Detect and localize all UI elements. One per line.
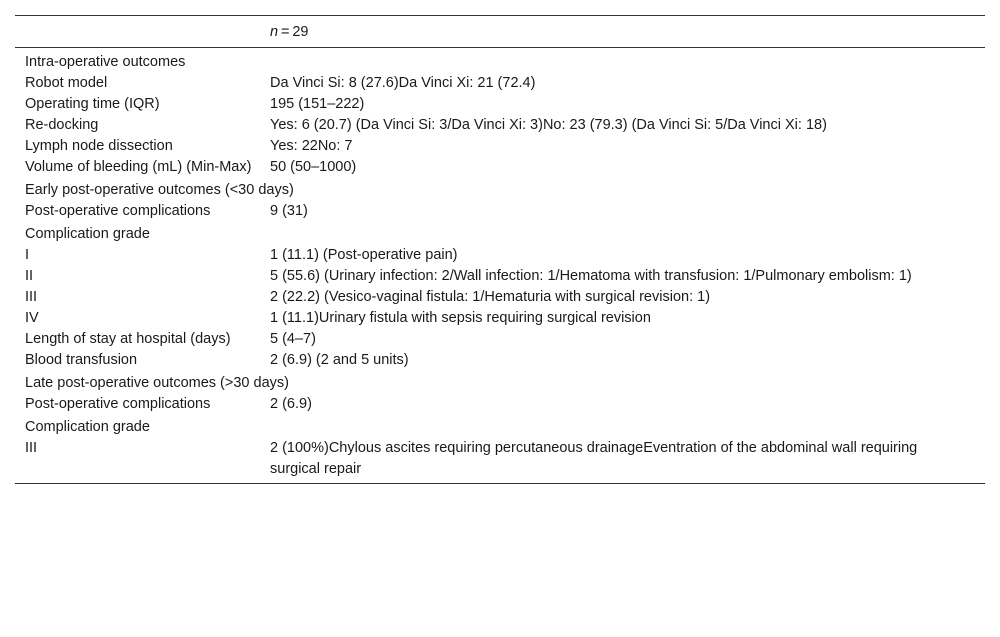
outcomes-table [15, 15, 985, 484]
table-row [15, 73, 985, 94]
row-value: 2 (6.9) [270, 396, 312, 412]
table-body [15, 48, 985, 483]
row-label: IV [25, 310, 39, 326]
row-label: Re-docking [25, 117, 99, 133]
table-row [15, 350, 985, 371]
row-label: III [25, 289, 38, 305]
row-value: 195 (151–222) [270, 96, 365, 112]
row-label: Operating time (IQR) [25, 96, 160, 112]
row-value: Da Vinci Si: 8 (27.6)Da Vinci Xi: 21 (72.4) [270, 75, 536, 91]
table-header [15, 16, 985, 48]
section-label: Complication grade [25, 419, 150, 435]
table-row [15, 394, 985, 415]
table-row [15, 136, 985, 157]
row-label: I [25, 247, 30, 263]
row-value: 1 (11.1) (Post-operative pain) [270, 247, 458, 263]
row-label: II [25, 268, 34, 284]
table-row [15, 245, 985, 266]
row-value: 5 (4–7) [270, 331, 316, 347]
row-label: Blood transfusion [25, 352, 138, 368]
sample-size [270, 24, 308, 40]
section-label: Complication grade [25, 226, 150, 242]
row-value: Yes: 22No: 7 [270, 138, 353, 154]
row-value: 2 (22.2) (Vesico-vaginal fistula: 1/Hematuria with surgical revision: 1) [270, 289, 711, 305]
section-label: Early post-operative outcomes (<30 days) [25, 182, 294, 198]
row-label: Length of stay at hospital (days) [25, 331, 231, 347]
table-row [15, 157, 985, 178]
row-value: 2 (6.9) (2 and 5 units) [270, 352, 409, 368]
row-value: 2 (100%)Chylous ascites requiring percutaneous drainageEventration of the abdominal wall requiring surgical repair [270, 440, 918, 477]
row-value: Yes: 6 (20.7) (Da Vinci Si: 3/Da Vinci Xi: 3)No: 23 (79.3) (Da Vinci Si: 5/Da Vinci Xi: 18) [270, 117, 827, 133]
row-label: Post-operative complications [25, 203, 211, 219]
row-label: Lymph node dissection [25, 138, 173, 154]
section-row [15, 50, 985, 73]
row-value: 5 (55.6) (Urinary infection: 2/Wall infection: 1/Hematoma with transfusion: 1/Pulmonary embolism: 1) [270, 268, 912, 284]
row-value: 1 (11.1)Urinary fistula with sepsis requiring surgical revision [270, 310, 651, 326]
table-row [15, 308, 985, 329]
table-row [15, 287, 985, 308]
section-label: Intra-operative outcomes [25, 54, 186, 70]
table-row [15, 266, 985, 287]
row-value: 9 (31) [270, 203, 308, 219]
row-label: III [25, 440, 38, 456]
section-label: Late post-operative outcomes (>30 days) [25, 375, 289, 391]
row-label: Robot model [25, 75, 108, 91]
table-row [15, 201, 985, 222]
section-row [15, 371, 985, 394]
n-value: = 29 [278, 24, 309, 40]
table-row [15, 438, 985, 480]
table-row [15, 115, 985, 136]
table-row [15, 94, 985, 115]
row-value: 50 (50–1000) [270, 159, 357, 175]
row-label: Volume of bleeding (mL) (Min-Max) [25, 159, 252, 175]
section-row [15, 415, 985, 438]
table-row [15, 329, 985, 350]
n-symbol: n [270, 24, 279, 40]
row-label: Post-operative complications [25, 396, 211, 412]
section-row [15, 178, 985, 201]
section-row [15, 222, 985, 245]
